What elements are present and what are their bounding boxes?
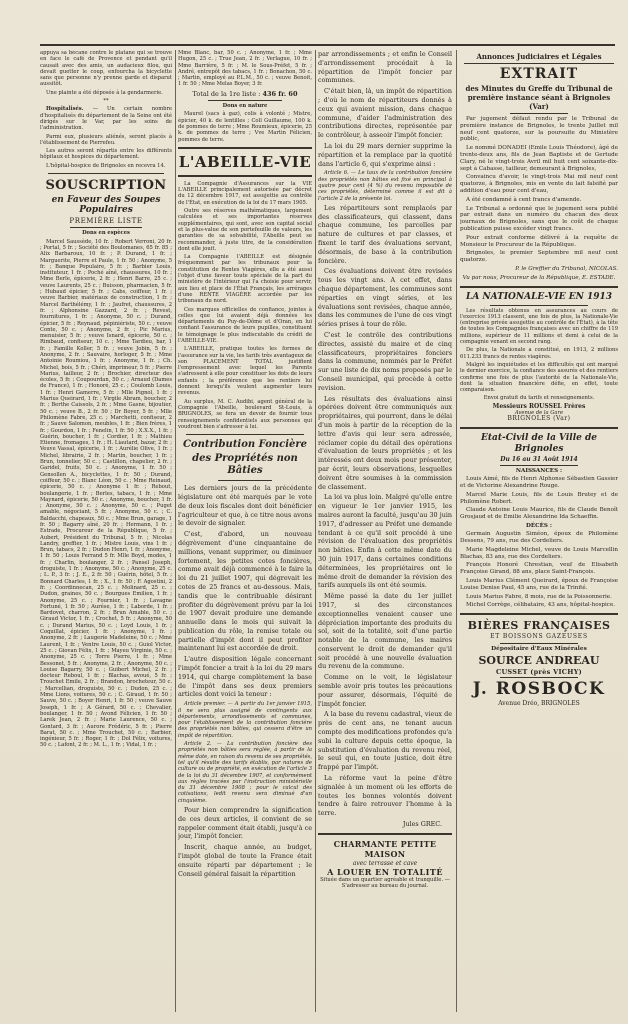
column-2 [178,50,312,1012]
bieres-title: BIÈRES FRANÇAISES [467,619,611,633]
procureur-signature: Vu par nous, Procureur de la République, E. ESTADE. [462,274,616,281]
article-text: La Compagnie l'ABEILLE est désignée fréquemment par les tribunaux pour la constitution de Rentes Viagères, elle a été aussi l'objet d'une faveur toute spéciale de la part du ministère de l'intérieur qui l'a choisie pour servir, aux lieu et place de l'État Français, les arrérages d'une RENTE VIAGÈRE accordée par les tribunaux du nord. [178,254,312,305]
column-1 [40,50,172,1012]
article-text: Brignoles, le premier Septembre mil neuf cent quatorze. [460,250,618,264]
article-quote: Article 6. — Le taux de la contribution foncière des propriétés non bâties est fixé en principal à quatre pour cent (4 %) du revenu imposable de ces propriétés, déterminé comme il est dit à l'article 2 de la présente loi. [318,170,452,202]
extrait-title: EXTRAIT [499,66,579,82]
article-text: De plus, la Nationale a constitué, en 1913, 2 millions 611.233 francs de rentes viagères. [460,347,618,360]
article-text: Les derniers jours de la précédente législature ont été marqués par le vote de deux lois fiscales dont doit bénéficier l'agriculteur et que, à ce titre nous avons le devoir de signaler. [178,484,312,528]
greffier-signature: P. le Greffier du Tribunal, NICOLAS. [515,265,618,272]
article-text: A la base du revenu cadastral, vieux de près de cent ans, ne tenant aucun compte des modifications profondes qu'a subi la culture depuis cette époque, la substitution d'évaluation du revenu réel, le seul qui, en toute justice, doit être frappé par l'impôt. [318,710,452,772]
article-text: Par jugement défaut rendu par le Tribunal de première instance de Brignoles, le trente Juillet mil neuf cent quatorze, sur la poursuite du Ministère public, [460,116,618,143]
divider [464,63,614,64]
article-text: La Compagnie d'Assurances sur la VIE L'ABEILLE principalement autorisée par décret du 12 décembre 1917, est assujettie au contrôle de l'État, en exécution de la loi du 17 mars 1905. [178,180,312,206]
cusset-line: CUSSET (près VICHY) [495,667,583,676]
column-3 [318,50,452,1012]
article-text: L'hôpital-hospice de Brignoles en recevra 14. [46,162,166,169]
article-text: La loi du 29 mars dernier supprime la répartition et la remplace par la quotité dans l'article 6, qui s'exprime ainsi : [318,141,452,168]
article-text: A été condamné à cent francs d'amende. [466,196,582,203]
article-text: C'est, d'abord, un nouveau dégrèvement d'une cinquantaine de millions, venant supprimer, ou diminuer fortement, les petites cotes foncières, comme avait déjà commencé à le faire la loi du 21 juillet 1907, qui dégrevait les cotes de 25 francs et au-dessous. Mais, tandis que le contribuable désirant profiter du dégrèvement prévu par la loi de 1907 devait produire une demande annuelle dans le mois qui suivait la publication du rôle, la remise totale ou partielle d'impôt dont il peut profiter maintenant lui est accordée de droit. [178,530,312,653]
premiere-liste-heading: PREMIÈRE LISTE [69,217,143,226]
contribution-subtitle: des Propriétés non Bâties [192,453,298,477]
article-text: — Un certain nombre d'hospitalisés du département de la Seine ont été dirigés sur le Var, par les soins de l'administration. [40,106,172,132]
divider [500,643,578,644]
deces-entry: Louis Marius Clément Queirard, époux de Françoise Louise Denise Paul, 45 ans, rue de la Trinité. [460,578,618,591]
article-text: Malgré les inquiétudes et les difficultés qui ont marqué le dernier exercice, la confiance des assurés et des rentiers confirme une fois de plus l'autorité de la Nationale-Vie, dont la situation financière défie, en effet, toute comparaison. [460,361,618,394]
article-quote: Article 2. — La contribution foncière des propriétés non bâties sera réglée, à partir de la même date, en raison du revenu de ses propriétés, tel qu'il résulte des tarifs établis, par natures de culture ou de propriété, en exécution de l'article 3 de la loi du 31 décembre 1907, et conformément aux règles tracées par l'instruction ministérielle du 31 décembre 1908 ; pour le calcul des cotisations, ledit revenu sera diminué d'un cinquième. [178,741,312,804]
divider [70,227,142,228]
article-text: Envoi gratuit du tarifs et renseignements. [483,395,595,402]
divider [208,100,282,101]
article-quote: Article premier. — A partir du 1er janvier 1915, il ne sera plus assigné de contingents aux départements, arrondissements et communes, pour l'établissement de la contribution foncière des propriétés non bâties, qui cessera d'être un impôt de répartition. [178,701,312,739]
article-text: La loi va plus loin. Malgré qu'elle entre en vigueur le 1er janvier 1915, les maires auront la faculté, jusqu'au 30 juin 1917, d'adresser au Préfet une demande tendant à ce qu'il soit procédé à une révision de l'évaluation des propriétés non bâties. Enfin à cette même date du 30 juin 1917, dans certaines conditions déterminées, les propriétaires ont le même droit de demander la révision des tarifs auxquels ils ont été soumis. [318,493,452,590]
article-text: Pour extrait conforme délivré à la requête de Monsieur le Procureur de la République. [460,234,618,248]
souscription-title: SOUSCRIPTION [45,178,167,194]
ad-title: CHARMANTE PETITE MAISON [333,838,437,859]
roussel-city: BRIGNOLES (Var) [507,415,571,423]
divider [178,147,312,149]
depositaire-line: Dépositaire d'Eaux Minérales [491,645,587,652]
article-text: appuya sa bécane contre le platane qui se trouve en face le café de Provence et pendant qu'il causait avec des amis, un audacieux filou, qui devait guetter le coup, enfourcha la bicyclette sans que personne n'y prenne garde et disparut aussitôt. [40,50,172,88]
article-text: Même passé la date du 1er juillet 1917, si des circonstances exceptionnelles venaient causer une dépréciation importante des produits du sol, soit de la totalité, soit d'une partie notable de la commune, les maires conservent le droit de demander qu'il soit procédé à une nouvelle évaluation du revenu de la commune. [318,592,452,671]
article-text: Ces marques officielles de confiance, jointes à celles que lui avaient déjà données les départements du Puy-de-Dôme et d'Oran, en lui confiant l'assurance de leurs pupilles, constituent le témoignage le plus indiscutable du crédit de l'ABEILLE-VIE. [178,306,312,344]
naissance-entry: Claude Antoine Louis Maurice, fils de Claude Benoît Grosjaud et de Emilie Alexandrine Ida Schaeffin. [460,507,618,521]
deces-entry: Marie Magdeleine Michel, veuve de Louis Marcellin Blachas, 83 ans, rue des Cordeliers. [460,546,618,560]
divider [48,173,164,174]
article-text: Pour bien comprendre la signification de ces deux articles, il convient de se rappeler comment était établi, jusqu'à ce jour, l'impôt foncier. [178,806,312,841]
deces-entry: François Honoré Chrestian, veuf de Elisabeth Françoise Girand, 88 ans, place Saint-François. [460,562,618,576]
source-title: SOURCE ANDREAU [478,653,600,667]
article-heading: Hospitalisés. [46,106,84,113]
divider [218,480,272,481]
divider [186,434,304,435]
naissance-entry: Marcel Marie Louis, fils de Louis Brutey et de Philomène Robert. [460,491,618,505]
article-text: Les répartiteurs sont remplacés par des classificateurs, qui classent, dans chaque commune, les parcelles par nature de cultures et par classes, et fixent le tarif des évaluations servant, désormais, de base à la contribution foncière. [318,203,452,265]
annonces-heading: Annonces Judiciaires et Légales [476,52,602,61]
dons-nature-text: Maurel (sacs à gaz), colis à volonté ; Mistre, épicier, 40 k. de lentilles ; Coll Guillaume, 100 k. de pommes de terre ; Mme Roumieux, épicerie, 25 k. de pommes de terre ; Vve Martin Félicien, pommes de terre. [178,111,312,143]
article-signature: Jules GREC. [402,820,442,829]
deces-heading: DÉCÈS : [526,522,552,529]
column-divider [315,50,316,1012]
boissons-subtitle: ET BOISSONS GAZEUSES [490,633,588,641]
total-label: Total de la 1re liste : [192,89,261,98]
article-text: Les résultats des évaluations ainsi opérées doivent être communiqués aux propriétaires, qui pourront, dans le délai d'un mois à partir de la réception de la lettre d'avis qui leur sera adressée, réclamer copie du détail des opérations d'évaluation de leurs propriétés ; et les intéressés ont deux mois pour présenter, par écrit, leurs observations, lesquelles doivent être soumises à la commission de classement. [318,394,452,491]
abeille-title: L'ABEILLE-VIE [178,152,312,171]
article-hospitalises [40,106,172,131]
article-text: Convaincu d'avoir, le vingt-trois Mai mil neuf cent quatorze, à Brignoles, mis en vente du lait falsifié par addition d'eau pour cent d'eau, [460,174,618,194]
article-text: Le nommé DONADEI (Emile Louis Théodore), âgé de trente-deux ans, fils de Jean Baptiste et de Gertude Clary, né le vingt-trois Avril mil huit cent soixante-dix-sept à Cabasse, tailleur, demeurant à Brignoles, [460,145,618,172]
article-text: Au surplus, M. C. Audibi, agent général de la Compagnie l'Abeille, boulevard St-Louis, à BRIGNOLES, se fera un devoir de fournir tous renseignements confidentiels aux personnes qui voudront bien s'adresser à lui. [178,398,312,430]
etat-civil-title: Etat-Civil de la Ville de Brignoles [480,432,598,454]
column-4 [460,50,618,1012]
separator-stars: ** [103,98,109,105]
ad-headline: A LOUER EN TOTALITÉ [327,867,443,878]
article-text: C'était bien, là, un impôt de répartition ; d'où le nom de répartiteurs donnés à ceux qui avaient mission, dans chaque commune, d'aider l'administration des contributions directes, représentée par le contrôleur, à asseoir l'impôt foncier. [318,87,452,140]
article-text: Comme on le voit, le législateur semble avoir pris toutes les précautions pour assurer, désormais, l'équité de l'impôt foncier. [318,673,452,708]
roussel-name: Messieurs ROUSSEL Frères [492,402,586,410]
donor-list-continued: Mme Blanc, bar, 50 c. ; Anonyme, 1 fr. ; Mme Hugon, 25 c. ; True Jean, 2 fr. ; Verlague, 10 fr. ; Mme Barrière, 5 fr. ; M. le Sous-Préfet, 5 fr. ; André, entrepôt des tabacs, 1 fr. ; Bonachon, 50 c. ; Martin, employé au P.L.M., 50 c. ; veuve Benoit, 1 fr. 50 ; Mme Melas Boyer, 3 fr. [178,50,312,88]
rosbock-title: J. ROSBOCK [472,679,606,700]
divider [178,175,312,177]
article-text: Ces évaluations doivent être revisées tous les vingt ans. A cet effet, dans chaque département, les communes sont réparties en vingt séries, et les évaluations sont revisées, chaque année, dans les communes de l'une de ces vingt séries prises à tour de rôle. [318,267,452,329]
article-text: L'autre disposition légale concernant l'impôt foncier a trait à la loi du 29 mars 1914, qui charge complètement la base de l'impôt dans ses deux premiers articles dont voici la teneur : [178,655,312,699]
dons-especes-heading: Dons en espèces [82,230,130,237]
divider [510,113,568,114]
naissance-entry: Louis Aimé, fils de Henri Alphonse Sébastien Gassier et de Victorine Alexandrine Rouge. [460,476,618,489]
divider [460,613,618,615]
deces-entry: Germain Augustin Siméon, époux de Philomène Dessens, 79 ans, rue des Cordeliers. [460,531,618,545]
ad-subtitle: avec terrasse et cave [352,859,418,867]
article-text: Les résultats obtenus en assurances au cours de l'exercice 1913 classent, une fois de plus, la Nationale-Vie (entreprise privée assujettie au contrôle de l'État), à la tête de toutes les Compagnies françaises avec un chiffre de 119 millions, supérieur de 11 millions et demi à celui de la compagnie venant en second rang. [460,307,618,346]
top-rule [40,44,615,46]
total-line [178,91,312,97]
dons-nature-heading: Dons en nature [222,103,268,110]
article-text: Les autres seront répartis entre les différents hôpitaux et hospices du département. [40,148,172,161]
article-text: L'ABEILLE, pratique toutes les formes de l'assurance sur la vie, les tarifs très avantageux de son PLACEMENT TOTAL justifient l'empressement avec lequel les Parents s'adressent à elle pour constituer les dots de leurs enfants ; la préférence que les rentiers lui donnent lorsqu'ils veulent augmenter leurs revenus. [178,346,312,397]
divider [460,286,618,288]
divider [460,427,618,429]
souscription-subtitle: en Faveur des Soupes Populaires [51,195,161,216]
article-text: Le Tribunal a ordonné que le jugement sera publié par extrait dans un numéro du chacun des deux journaux de Brignoles, sans que le coût de chaque publication puisse excéder vingt francs. [460,205,618,232]
article-text: Inscrit, chaque année, au budget, l'impôt global de toute la France était ensuite réparti par département ; le Conseil général faisait la répartition [178,843,312,878]
divider [500,465,578,466]
total-value: 436 fr. 60 [262,89,298,98]
naissances-heading: NAISSANCES : [515,467,563,474]
divider [500,677,578,678]
nationale-title: LA NATIONALE-VIE EN 1913 [465,291,612,302]
deces-entry: Louis Marius Fabre, 8 mois, rue de la Poissonnerie. [466,593,612,600]
article-text: La réforme vaut la peine d'être signalée à un moment où les efforts de toutes les bonnes volontés doivent tendre à faire retrouver l'homme à la terre. [318,774,452,818]
ad-text: Située dans un quartier agréable et tranquille. — S'adresser au bureau du journal. [320,877,450,890]
rosbock-address: Avenue Dréo, BRIGNOLES [498,700,580,708]
article-text: C'est le contrôle des contributions directes, assisté du maire et de cinq classificateurs, propriétaires fonciers dans la commune, nommés par le Préfet sur une liste de dix noms proposés par le Conseil municipal, qui procède à cette revision. [318,331,452,392]
etat-civil-date: Du 16 au 31 Août 1914 [500,455,578,463]
divider [490,305,588,306]
column-divider [175,50,176,1012]
deces-entry: Michel Corrège, célibataire, 43 ans, hôpital-hospice. [466,602,616,609]
donor-list: Marcel Saussède, 10 fr. ; Robert Verroni, 20 fr. ; Portal, 5 fr. ; Société des Boulomanes, 65 fr. 85 ; Alix Barbaroux, 10 fr. ; P. Durand, 1 fr. ; Marguerite, Pierre et Paule, 1 fr. 50 ; Anonyme, 5 fr. ; Banque Populaire, 5 fr. ; Barbier Louis, instituteur, 1 fr. ; Poché aîné, chaussures, 10 fr. ; Mme Berle, épicerie, 2 fr. ; Henri Barre, 25 c. ; veuve Laurents, 25 c. ; Buisson, pharmacien, 5 fr. ; Hubaud épicier, 5 fr. ; Cabs, coiffeur, 1 fr. ; veuve Barbier, matériaux de construction, 1 fr. ; Marcel Barthélémy, 1 fr. ; Jaufret, chaussures, 2 fr. ; Alphonsine Gazzard, 2 fr. ; Revest, fournitures, 1 fr. ; Anonyme, 50 c. ; Durand, épicier, 5 fr. ; Reynaud, pépiniériste, 50 c. ; veuve Conte, 50 c. ; Anonyme, 2 fr. ; Pic Marius, menuisier, 5 fr. ; veuve Isnard, épicerie, 50 c. ; Rimbaud, confiseur, 10 c. ; Mme Tardieu, bar, 1 fr. ; Famille Koller, 5 fr. ; veuve Jobin, 5 fr. ; Anonyme, 2 fr. ; Sauvaire, horloger, 5 fr. ; Mme Antoinie Roumiou, 1 fr. ; Anonyme, 1 fr. ; Ch. Michel, bois, 5 fr. ; Chéri, imprimeur, 5 fr. ; Pierre Marius, tailleur, 2 fr. ; Brochier, directeur des écoles, 5 fr. ; Coupourdan, 50 c. ; Arnaud (Dames de France), 1 fr. ; Honoré, 25 c. ; Coulomb Louis, 1 fr. ; Henri Gamerre, 5 fr. ; Mlle Pignol, 1 fr. ; Marius Queirard, 1 fr. ; Virgile Abram, boucher, 2 fr. ; Berthe Caissols, 2 fr. ; Mme Gasne, bijoutier, 50 c. ; veuve B., 2 fr. 50 ; Dr Boyer, 5 fr. ; Mlle Philomène Fabre, 25 c. ; Marchetti, confiseur, 2 fr. ; Sauve Salomon, meubles, 1 fr. ; Bien frères, 1 fr. ; Gourdon, 1 fr. ; Fenelin, 1 fr. 50 ; X.X.X., 1 fr. ; Guérin, boucher, 1 fr. ; Cordier, 1 fr. ; Mathieu Etienne, fromages, 1 fr. ; H. Liautard, bazar, 2 fr. ; Veuve Vassal, épicerie, 1 fr. ; Aurélie Olive, 1 fr. ; Michel, librairie, 2 fr. ; Martin, boucher, 1 fr. ; Brun, tonnelier, 50 c. ; Castillon, chapelier, 2 fr. ; Garidel, fruits, 50 c. ; Anonyme, 1 fr. 50 ; Gensollen A., bicyclettes, 1 fr. 50 ; Durand, coiffeur, 50 c. ; Blanc Léon, 50 c. ; Mme Reinaud, épicerie, 50 c. ; Anonyme 1 fr. ; Rebout, boulangerie, 1 fr. ; Berles, tabacs, 1 fr. ; Mme Maynard, épicerie, 50 c. ; Anonyme, boucher, 1 fr. ; Anonyme, 50 c. ; Anonyme, 50 c. ; Puget amable, négociant, 5 fr. ; Anonyme, 50 c. ; C. Baldacchi, chapeaux, 50 c. ; Mme Brun, garage, 1 fr. 50 ; Bagarry aîné, 20 fr. ; Hermann, 1 fr. ; Estrade, Procureur de la République, 5 fr. ; Aubert, Président du Tribunal, 5 fr. ; Nicolas Landry, greffier, 1 fr. ; Mistre Louis, vins 1 fr. ; Brun, tabacs, 2 fr. ; Dudon Henri, 1 fr. ; Anonyme, 1 fr. 50 ; Louis Ferrand 5 fr. Mlle Boyd, modes, 1 fr. ; Charlin, boulanger, 2 fr. ; Pansel Joseph, droguiste, 1 fr. ; Anonyme, 50 c. ; Anonyme, 25 c. ; L. P., 3 fr. ; J. E., 2 fr. 50 ; Guérin, hôtel, 5 fr. ; Bonnard Charles, 1 fr. ; X., 1 fr. 50 ; F. Agostini, 2 fr. ; Coordinnecan, 25 c. ; Molinard, 25 c. ; Dudon, graines, 50 c. ; Bourgues Emilien, 1 fr. ; Anonyme, 25 c. ; Fournier, 1 fr. ; Lavagne Fortuné, 1 fr. 50 ; Aurése, 1 fr. ; Laborde, 1 fr. ; Bardovet, charron, 2 fr. ; Brun Amable, 50 c. ; Giraud Victor, 1 fr. ; Crochet, 5 fr. ; Anonyme, 50 c. ; Durand Marius, 50 c. ; Loyd Louis, 1 fr. ; Coquillat, épicier, 1 fr. ; Anonyme, 1 fr. ; Anonyme, 2 fr. ; Laugerie Madeleine, 50 c. ; Mme Laurent, 1 fr. ; Ventre Louis, 50 c. ; Guiol Victor, 25 c. ; Giovan Félix, 1 fr. ; Mayeu Virginie, 50 c. ; Anonyme, 25 c. ; Torre Pierre, 1 fr. ; Mme Bessonet, 5 fr. ; Anonyme, 2 fr. ; Anonyme, 50 c. ; Louise Bagarry, 50 c. ; Guibert Michel, 2 fr. ; docteur Reboul, 1 fr. ; Blachas, avoué, 5 fr. ; Trouchet Emile, 2 fr. ; Brandon, brocheteur, 50 c. ; Marcellian, droguiste, 50 c. ; Dudon, 25 c. ; Mme Lions, voitures, 50 c. ; C. Giraud, 1 fr. 50 ; Sauve, 50 c. ; Boyer Henri, 1 fr. 50 ; veuve Sauve Joseph, 1 fr. ; A Gérard, 50 c. ; Chevalier, boulanger, 1 fr. 50 ; Avond Félicien, 1 fr. 50 ; Larek Jean, 2 fr. ; Marie Laurence, 50 c. ; Gontard, 3 fr. ; Aurore Frédéric, 5 fr. ; Pierre Barat, 50 c. ; Mme Trouchet, 50 c. ; Barbier, ingénieur, 5 fr. ; Roger, 1 fr. ; Dol Félix, voitures, 50 c. ; Lafont, 2 fr. ; M. L., 1 fr. ; Vidal, 1 fr. ; [40,238,172,749]
article-text: Une plainte a été déposée à la gendarmerie. [46,89,163,96]
contribution-title: Contribution Foncière [182,439,308,451]
column-divider [456,50,457,1012]
divider [318,833,452,835]
roussel-address: Avenue de la Gare [514,409,564,416]
article-text: Parmi eux, plusieurs aliénés, seront placés à l'établissement de Pierrefeu. [40,133,172,146]
article-text: Outre ses réserves mathématiques, largement calculées et ses importantes réserves supplémentaires, qui sont, avec son capital social et la plus-value de son portefeuille de valeurs, les garanties de sa solvabilité, l'Abeille peut se recommander, à juste titre, de la considération dont elle jouit. [178,208,312,252]
extrait-subtitle: des Minutes du Greffe du Tribunal de première instance séant à Brignoles (Var) [465,84,613,111]
article-text: par arrondissements ; et enfin le Conseil d'arrondissement procédait à la répartition de l'impôt foncier par communes. [318,50,452,85]
